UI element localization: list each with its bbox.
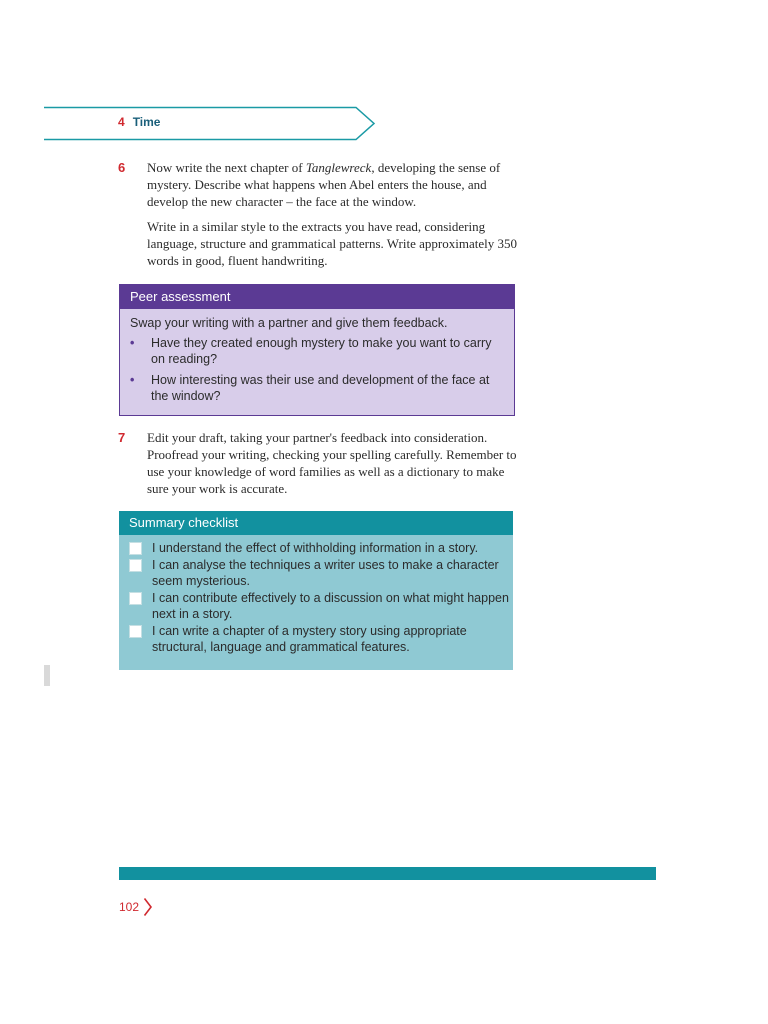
peer-assessment-list (120, 335, 514, 415)
list-item-text: Have they created enough mystery to make you want to carry on reading? (151, 336, 492, 366)
chevron-right-icon (143, 897, 153, 917)
summary-checklist-title: Summary checklist (119, 511, 513, 535)
list-item (130, 335, 506, 367)
task-6-paragraph-2: Write in a similar style to the extracts you have read, considering language, structure and grammatical patterns. Write approximately 350 words in good, fluent handwriting. (147, 219, 517, 268)
header-arrow-outline (44, 106, 378, 142)
list-item (130, 372, 506, 404)
task-7-paragraph: Edit your draft, taking your partner's feedback into consideration. Proofread your writing, checking your spelling carefully. Remember to use your knowledge of word families as well as a dictionary to make sure your work is accurate. (147, 430, 517, 496)
task-6-paragraph-1 (147, 159, 518, 210)
summary-checklist-box (119, 511, 513, 670)
checklist (119, 535, 513, 655)
checklist-item (119, 590, 513, 622)
task-6-text-pre: Now write the next chapter of (147, 160, 306, 175)
bullet-icon: • (130, 336, 135, 350)
checklist-item (119, 623, 513, 655)
checkbox[interactable] (129, 625, 142, 638)
task-7 (118, 429, 518, 505)
checklist-item-text: I can write a chapter of a mystery story using appropriate structural, language and grammatical features. (152, 624, 467, 654)
chapter-header-tab (44, 106, 376, 140)
margin-mark (44, 665, 50, 686)
page-number: 102 (119, 900, 140, 914)
checklist-item (119, 540, 513, 556)
checkbox[interactable] (129, 542, 142, 555)
bullet-icon: • (130, 373, 135, 387)
task-6 (118, 159, 518, 277)
chapter-title: Time (132, 115, 161, 129)
task-number: 7 (118, 430, 126, 445)
checkbox[interactable] (129, 592, 142, 605)
list-item-text: How interesting was their use and development of the face at the window? (151, 373, 490, 403)
book-title: Tanglewreck (305, 160, 372, 175)
peer-assessment-box (119, 284, 515, 416)
task-number: 6 (118, 160, 126, 175)
checklist-item (119, 557, 513, 589)
chapter-number: 4 (118, 115, 125, 129)
checklist-item-text: I understand the effect of withholding information in a story. (152, 541, 479, 555)
checklist-item-text: I can analyse the techniques a writer uses to make a character seem mysterious. (152, 558, 499, 588)
checklist-item-text: I can contribute effectively to a discussion on what might happen next in a story. (152, 591, 509, 621)
chapter-label (118, 115, 160, 129)
task-6-text-post: , developing the sense of mystery. Describe what happens when Abel enters the house, and develop the new character – the face at the window. (147, 160, 501, 209)
peer-assessment-title: Peer assessment (120, 285, 514, 309)
checkbox[interactable] (129, 559, 142, 572)
footer-bar (119, 867, 656, 880)
peer-assessment-intro: Swap your writing with a partner and give them feedback. (130, 316, 448, 330)
